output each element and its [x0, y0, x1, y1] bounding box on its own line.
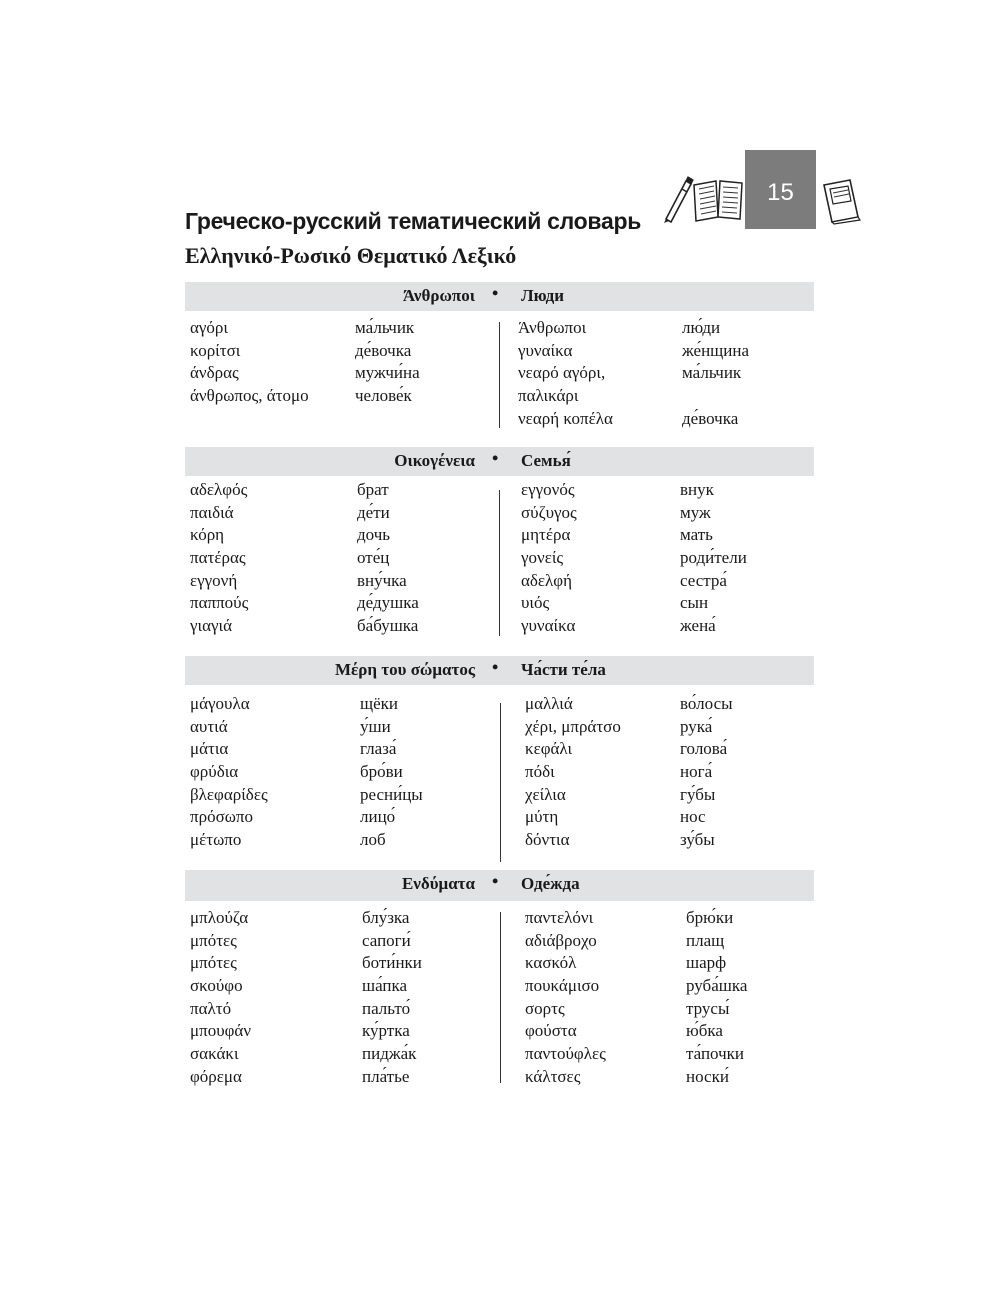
list-item: παλτό [190, 998, 232, 1018]
right-russian-column [680, 479, 747, 638]
list-item: σκούφο [190, 976, 243, 996]
list-item: κασκόλ [525, 953, 577, 973]
list-item: κορίτσι [190, 340, 241, 360]
list-item: та́почки [686, 1044, 745, 1064]
section-bullet: • [492, 448, 499, 468]
list-item: μπότες [190, 953, 237, 973]
list-item: μητέρα [521, 525, 571, 545]
list-item: ба́бушка [357, 616, 419, 636]
list-item: παντελόνι [525, 908, 594, 927]
section-header-clothing [185, 870, 814, 901]
list-item: φόρεμα [190, 1066, 242, 1086]
list-item: нога́ [680, 762, 713, 782]
list-item: пальто́ [362, 998, 411, 1018]
list-item: σακάκι [190, 1044, 239, 1064]
page-number: 15 [745, 150, 816, 229]
list-item: плащ [686, 930, 725, 950]
section-bullet: • [492, 657, 499, 677]
list-item: ма́льчик [355, 318, 415, 337]
list-item: παντούφλες [525, 1044, 606, 1064]
section-title-russian: Люди [521, 286, 565, 305]
list-item: σύζυγος [521, 502, 577, 522]
list-item: брю́ки [686, 908, 734, 927]
section-header-body-parts [185, 656, 814, 685]
list-item: мужчи́на [355, 363, 420, 383]
list-item: μάγουλα [190, 694, 250, 713]
list-item: νεαρό αγόρι, [518, 363, 606, 383]
list-item: боти́нки [362, 953, 422, 973]
list-item: παλικάρι [518, 386, 579, 406]
list-item: во́лосы [680, 694, 733, 713]
list-item: де́вочка [682, 408, 739, 428]
list-item: γυναίκα [518, 340, 573, 360]
column-divider [500, 912, 501, 1083]
left-russian-column [362, 907, 422, 1089]
list-item: носки́ [686, 1066, 729, 1086]
list-item: πρόσωπο [190, 807, 254, 827]
list-item: гу́бы [680, 784, 716, 804]
list-item: ма́льчик [682, 363, 742, 383]
list-item: шарф [686, 953, 727, 973]
section-title-russian: Семья́ [521, 451, 571, 470]
list-item: παιδιά [190, 502, 234, 522]
list-item: брат [357, 480, 389, 499]
section-title-greek: Ενδύματα [401, 874, 475, 893]
section-header-family [185, 447, 814, 476]
column-divider [499, 322, 500, 428]
list-item: εγγονός [521, 480, 575, 499]
list-item: φούστα [525, 1021, 577, 1041]
list-item: μπλούζα [190, 908, 249, 927]
list-item: ку́ртка [362, 1021, 410, 1041]
list-item: γυναίκα [521, 616, 576, 636]
right-greek-column [521, 479, 577, 638]
list-item: пла́тье [362, 1066, 410, 1086]
list-item: роди́тели [680, 548, 747, 568]
right-russian-column [680, 693, 733, 852]
list-item: φρύδια [190, 762, 239, 782]
section-title-russian: Ча́сти те́ла [521, 660, 606, 679]
right-russian-column [686, 907, 747, 1089]
right-greek-column [518, 317, 613, 430]
page-title-greek: Ελληνικό-Ρωσικό Θεματικό Λεξικό [185, 243, 517, 268]
list-item: лицо́ [360, 807, 396, 827]
left-greek-column [190, 317, 309, 408]
list-item: мать [680, 525, 713, 545]
section-title-greek: Οικογένεια [394, 451, 475, 470]
list-item: глаза́ [360, 739, 397, 759]
section-header-people [185, 282, 814, 311]
list-item: оте́ц [357, 548, 390, 568]
list-item: внук [680, 480, 714, 499]
left-greek-column [190, 907, 251, 1089]
list-item: трусы́ [686, 998, 730, 1018]
section-title-russian: Оде́жда [521, 874, 580, 893]
list-item: бро́ви [360, 762, 403, 782]
list-item: μάτια [190, 739, 229, 759]
list-item: χείλια [525, 784, 566, 804]
list-item: γονείς [521, 548, 564, 568]
list-item: πουκάμισο [525, 976, 600, 996]
list-item: сестра́ [680, 570, 727, 590]
list-item: μπουφάν [190, 1021, 252, 1041]
list-item: μαλλιά [525, 694, 573, 713]
left-russian-column [357, 479, 419, 638]
column-divider [499, 490, 500, 636]
list-item: κόρη [190, 525, 225, 545]
list-item: άνδρας [190, 363, 239, 383]
right-greek-column [525, 693, 621, 852]
section-bullet: • [492, 283, 499, 303]
page-title-russian: Греческо-русский тематический словарь [185, 208, 642, 234]
list-item: лю́ди [682, 318, 721, 337]
list-item: щёки [360, 694, 398, 713]
list-item: σορτς [525, 998, 565, 1018]
section-title-greek: Μέρη του σώματος [334, 660, 475, 679]
list-item: αδελφός [190, 480, 248, 499]
list-item: голова́ [680, 739, 728, 759]
list-item: αδιάβροχο [525, 930, 597, 950]
list-item: муж [680, 502, 711, 522]
list-item: челове́к [355, 386, 412, 406]
list-item: руба́шка [686, 976, 748, 996]
section-bullet: • [492, 871, 499, 891]
list-item: де́ти [357, 502, 390, 522]
list-item: νεαρή κοπέλα [518, 408, 613, 428]
list-item: κεφάλι [525, 739, 573, 759]
list-item: αυτιά [190, 716, 228, 736]
left-russian-column [355, 317, 420, 408]
list-item: ю́бка [686, 1021, 723, 1041]
list-item: вну́чка [357, 570, 407, 590]
list-item: άνθρωπος, άτομο [190, 386, 309, 406]
list-item: κάλτσες [525, 1066, 581, 1086]
list-item: нос [680, 807, 706, 827]
column-divider [500, 703, 501, 862]
list-item: ресни́цы [360, 784, 423, 804]
list-item: сапоги́ [362, 930, 411, 950]
list-item: рука́ [680, 716, 713, 736]
list-item: βλεφαρίδες [190, 784, 268, 804]
open-book-icon [690, 175, 746, 225]
list-item: παππούς [190, 593, 249, 613]
list-item: де́душка [357, 593, 419, 613]
list-item: жена́ [680, 616, 716, 636]
list-item: ша́пка [362, 976, 408, 996]
list-item [682, 385, 749, 408]
list-item: де́вочка [355, 340, 412, 360]
list-item: μέτωπο [190, 830, 242, 850]
list-item: сын [680, 593, 709, 613]
list-item: υιός [521, 593, 550, 613]
list-item: у́ши [360, 716, 391, 736]
list-item: пиджа́к [362, 1044, 417, 1064]
left-greek-column [190, 479, 248, 638]
list-item: дочь [357, 525, 391, 545]
list-item: χέρι, μπράτσο [525, 716, 621, 736]
section-title-greek: Άνθρωποι [402, 286, 475, 305]
list-item: αγόρι [190, 318, 228, 337]
list-item: блу́зка [362, 908, 410, 927]
left-russian-column [360, 693, 423, 852]
list-item: γιαγιά [190, 616, 232, 636]
list-item: πατέρας [190, 548, 246, 568]
list-item: μπότες [190, 930, 237, 950]
list-item: αδελφή [521, 570, 572, 590]
right-greek-column [525, 907, 606, 1089]
list-item: Άνθρωποι [518, 318, 587, 337]
list-item: зу́бы [680, 830, 715, 850]
list-item: πόδι [525, 762, 555, 782]
right-russian-column [682, 317, 749, 430]
list-item: εγγονή [190, 570, 238, 590]
left-greek-column [190, 693, 268, 852]
list-item: лоб [360, 830, 386, 850]
list-item: же́нщина [682, 340, 749, 360]
list-item: δόντια [525, 830, 570, 850]
closed-book-icon [820, 177, 864, 225]
list-item: μύτη [525, 807, 559, 827]
